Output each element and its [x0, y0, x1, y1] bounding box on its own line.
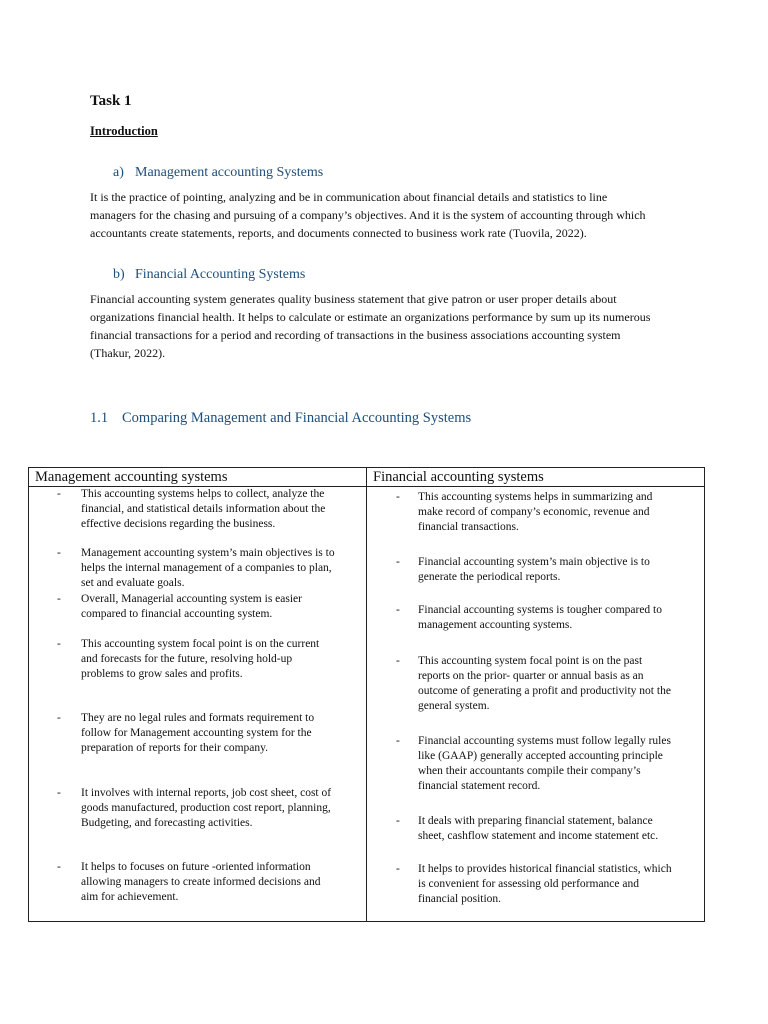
section-a-paragraph [90, 188, 690, 242]
right-item-line: Financial accounting system’s main objective is to [418, 556, 650, 568]
intro-heading: Introduction [90, 124, 158, 138]
section-title: Comparing Management and Financial Accounting Systems [122, 410, 472, 426]
left-item-line: follow for Management accounting system for the [81, 727, 312, 739]
left-column-header: Management accounting systems [35, 469, 228, 485]
bullet-dash: - [396, 815, 400, 827]
right-item-line: financial transactions. [418, 521, 519, 533]
section-a-title: Management accounting Systems [135, 165, 324, 180]
bullet-dash: - [396, 863, 400, 875]
right-item-line: Financial accounting systems must follow legally rules [418, 735, 671, 747]
right-item-line: when their accountants compile their company’s [418, 765, 641, 777]
left-item-line: It involves with internal reports, job cost sheet, cost of [81, 787, 332, 799]
section-a-marker: a) [113, 165, 124, 180]
bullet-dash: - [396, 604, 400, 616]
right-item-line: It helps to provides historical financial statistics, which [418, 863, 672, 875]
section-b-line: organizations financial health. It helps to calculate or estimate an organizations performance by sum up its numerous [90, 310, 651, 324]
right-item-line: financial position. [418, 893, 502, 905]
left-item-line: set and evaluate goals. [81, 577, 185, 589]
right-item-line: financial statement record. [418, 780, 541, 792]
right-item-line: make record of company’s economic, revenue and [418, 506, 650, 518]
bullet-dash: - [57, 593, 61, 605]
right-item-line: generate the periodical reports. [418, 571, 561, 583]
section-number: 1.1 [90, 410, 109, 426]
right-item-line: outcome of generating a profit and productivity not the [418, 685, 671, 697]
left-item-line: Budgeting, and forecasting activities. [81, 817, 253, 829]
section-b-paragraph [90, 290, 690, 362]
right-item-line: management accounting systems. [418, 619, 573, 631]
bullet-dash: - [57, 787, 61, 799]
bullet-dash: - [396, 735, 400, 747]
bullet-dash: - [57, 547, 61, 559]
right-item-line: like (GAAP) generally accepted accounting principle [418, 750, 663, 762]
left-item-line: It helps to focuses on future -oriented information [81, 861, 311, 873]
left-item-line: They are no legal rules and formats requirement to [81, 712, 315, 724]
section-1-1-heading [90, 410, 471, 427]
section-b-line: financial transactions for a period and recording of transactions in the business associations accounting system [90, 328, 621, 342]
right-item-line: This accounting systems helps in summarizing and [418, 491, 653, 503]
left-item-line: preparation of reports for their company. [81, 742, 269, 754]
right-column-header: Financial accounting systems [373, 469, 544, 485]
left-item-line: allowing managers to create informed decisions and [81, 876, 321, 888]
left-item-line: and forecasts for the future, resolving hold-up [81, 653, 293, 665]
left-item-line: Overall, Managerial accounting system is easier [81, 593, 302, 605]
bullet-dash: - [396, 655, 400, 667]
left-item-line: financial, and statistical details information about the [81, 503, 326, 515]
bullet-dash: - [396, 556, 400, 568]
right-item-line: This accounting system focal point is on the past [418, 655, 643, 667]
left-item-line: Management accounting system’s main objectives is to [81, 547, 335, 559]
left-item-line: aim for achievement. [81, 891, 179, 903]
left-item-line: problems to grow sales and profits. [81, 668, 243, 680]
bullet-dash: - [57, 861, 61, 873]
bullet-dash: - [57, 712, 61, 724]
left-item-line: This accounting system focal point is on the current [81, 638, 320, 650]
bullet-dash: - [396, 491, 400, 503]
section-b-line: Financial accounting system generates quality business statement that give patron or user proper details about [90, 292, 617, 306]
left-item-line: This accounting systems helps to collect, analyze the [81, 488, 325, 500]
comparison-table [28, 467, 705, 922]
section-a-line: accountants create statements, reports, and documents connected to business work rate (Tuovila, 2022). [90, 226, 587, 240]
left-item-line: effective decisions regarding the business. [81, 518, 276, 530]
right-item-line: Financial accounting systems is tougher compared to [418, 604, 662, 616]
left-item-line: helps the internal management of a companies to plan, [81, 562, 332, 574]
section-a-heading [113, 165, 323, 181]
bullet-dash: - [57, 488, 61, 500]
right-item-line: reports on the prior- quarter or annual basis as an [418, 670, 644, 682]
section-b-heading [113, 267, 305, 283]
section-b-line: (Thakur, 2022). [90, 346, 166, 360]
section-b-title: Financial Accounting Systems [135, 267, 306, 282]
right-item-line: It deals with preparing financial statement, balance [418, 815, 653, 827]
right-item-line: sheet, cashflow statement and income statement etc. [418, 830, 659, 842]
section-a-line: managers for the chasing and pursuing of a company’s objectives. And it is the system of accounting through which [90, 208, 646, 222]
task-title: Task 1 [90, 93, 132, 109]
right-item-line: general system. [418, 700, 490, 712]
column-divider [366, 468, 367, 921]
right-item-line: is convenient for assessing old performance and [418, 878, 639, 890]
left-item-line: compared to financial accounting system. [81, 608, 273, 620]
section-a-line: It is the practice of pointing, analyzing and be in communication about financial details and statistics to line [90, 190, 608, 204]
section-b-marker: b) [113, 267, 125, 282]
left-item-line: goods manufactured, production cost report, planning, [81, 802, 331, 814]
bullet-dash: - [57, 638, 61, 650]
